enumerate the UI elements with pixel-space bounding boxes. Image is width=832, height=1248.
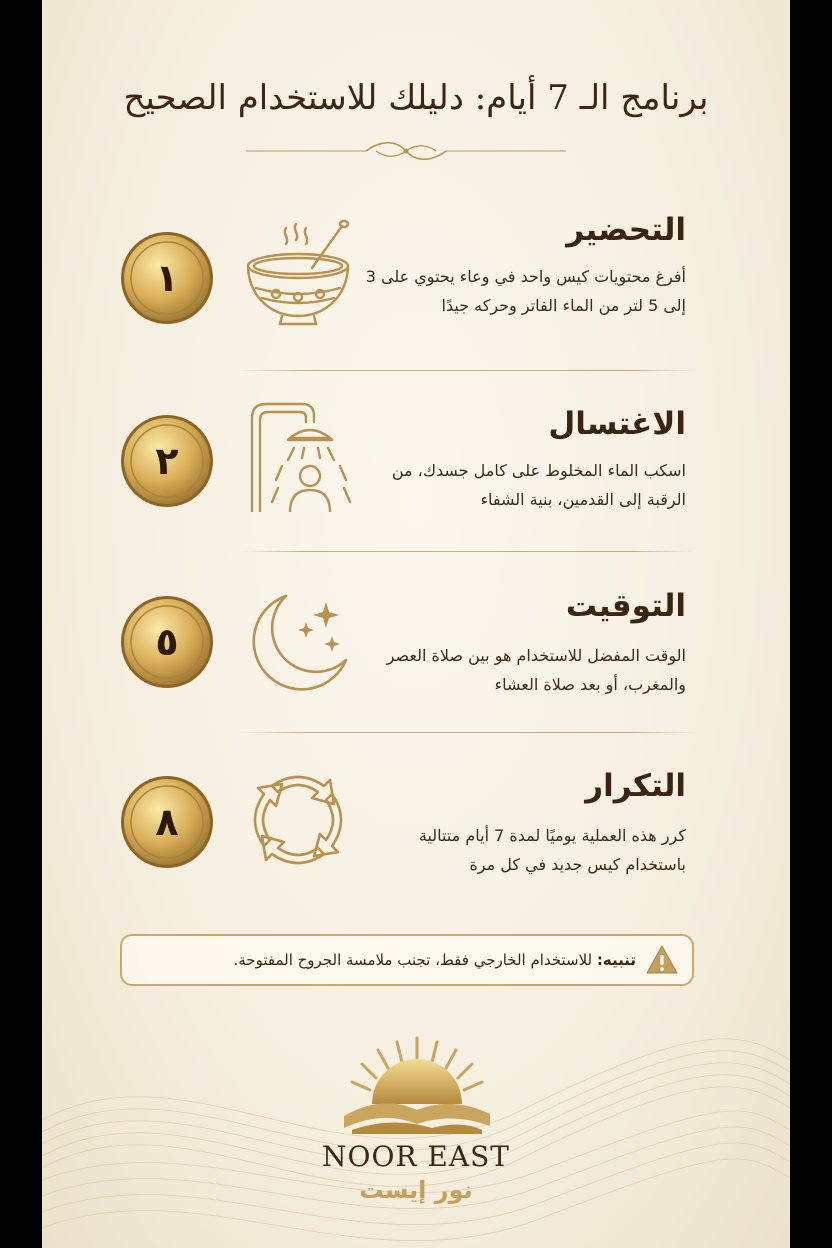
- step-number: ٨: [155, 800, 179, 844]
- infographic-page: [42, 0, 790, 1248]
- step-description: الوقت المفضل للاستخدام هو بين صلاة العصر والمغرب، أو بعد صلاة العشاء: [386, 646, 686, 694]
- step-number: ٢: [155, 439, 179, 483]
- section-divider: [238, 370, 696, 371]
- step-description: كرر هذه العملية يوميًا لمدة 7 أيام متتالية باستخدام كيس جديد في كل مرة: [418, 826, 686, 874]
- warning-label: تنبيه:: [596, 951, 636, 969]
- step-heading: الاغتسال: [548, 406, 686, 442]
- warning-message: للاستخدام الخارجي فقط، تجنب ملامسة الجروح المفتوحة.: [233, 951, 597, 969]
- step-number-coin: [120, 595, 214, 689]
- warning-box: [120, 934, 694, 986]
- step-description: أفرغ محتويات كيس واحد في وعاء يحتوي على 3 إلى 5 لتر من الماء الفاتر وحركه جيدًا: [365, 267, 686, 315]
- moon-stars-icon: [242, 588, 354, 700]
- step-number-coin: [120, 231, 214, 325]
- step-description: اسكب الماء المخلوط على كامل جسدك، من الرقبة إلى القدمين، بنية الشفاء: [391, 461, 686, 509]
- step-number: ١: [155, 256, 179, 300]
- bowl-icon: [242, 218, 354, 330]
- warning-icon: [646, 944, 678, 976]
- noor-east-logo: [342, 1034, 492, 1136]
- step-heading: التوقيت: [565, 588, 686, 624]
- section-divider: [238, 732, 696, 733]
- repeat-cycle-icon: [242, 764, 354, 876]
- warning-text: [234, 951, 637, 969]
- page-title: برنامج الـ 7 أيام: دليلك للاستخدام الصحيح: [123, 78, 709, 118]
- step-number-coin: [120, 775, 214, 869]
- step-number: ٥: [155, 620, 179, 664]
- section-divider: [238, 551, 696, 552]
- brand-name-arabic: نور إيست: [359, 1176, 473, 1204]
- step-heading: التحضير: [566, 212, 686, 248]
- shower-icon: [242, 400, 354, 512]
- step-heading: التكرار: [585, 768, 686, 804]
- brand-name-english: NOOR EAST: [322, 1140, 510, 1173]
- title-ornament: [246, 136, 566, 166]
- step-number-coin: [120, 414, 214, 508]
